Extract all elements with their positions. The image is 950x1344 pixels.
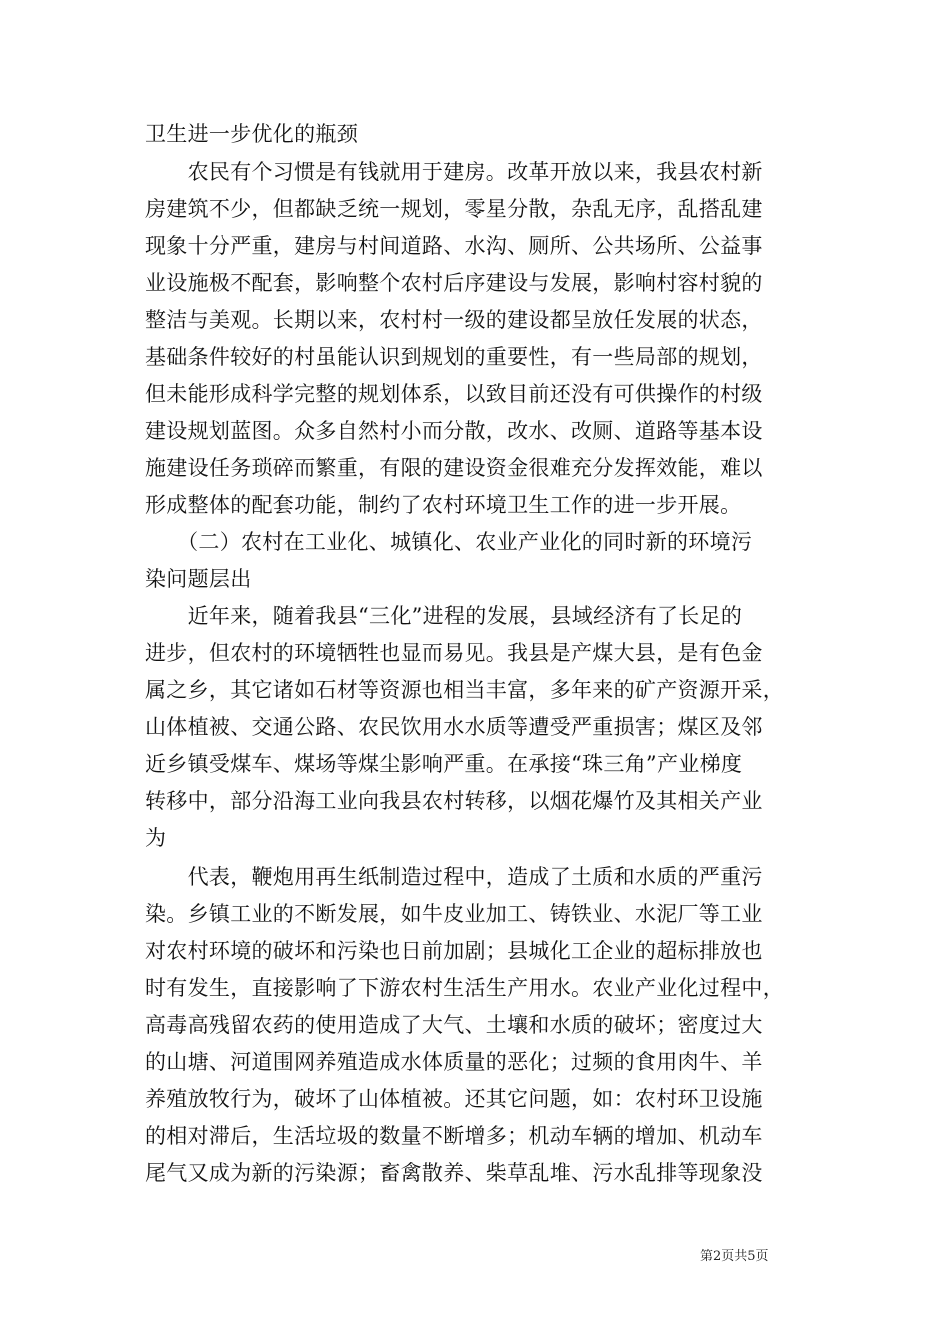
- text-line: 整洁与美观。长期以来，农村村一级的建设都呈放任发展的状态，: [145, 308, 763, 332]
- text-line: 染。乡镇工业的不断发展，如牛皮业加工、铸铁业、水泥厂等工业: [145, 902, 763, 926]
- text-line: 尾气又成为新的污染源；畜禽散养、柴草乱堆、污水乱排等现象没: [145, 1161, 763, 1185]
- text-line: 基础条件较好的村虽能认识到规划的重要性，有一些局部的规划，: [145, 345, 763, 369]
- text-line: 养殖放牧行为，破坏了山体植被。还其它问题，如：农村环卫设施: [145, 1087, 763, 1111]
- text-line: 代表，鞭炮用再生纸制造过程中，造成了土质和水质的严重污: [145, 865, 763, 889]
- text-line: 卫生进一步优化的瓶颈: [145, 122, 358, 146]
- text-line: 但未能形成科学完整的规划体系，以致目前还没有可供操作的村级: [145, 382, 763, 406]
- text-line: 近年来，随着我县“三化”进程的发展，县域经济有了长足的: [145, 604, 743, 628]
- text-line: 进步，但农村的环境牺牲也显而易见。我县是产煤大县，是有色金: [145, 641, 763, 665]
- text-line: 为: [145, 826, 167, 850]
- page-number-footer: 第2页共5页: [700, 1249, 769, 1264]
- text-line: 施建设任务琐碎而繁重，有限的建设资金很难充分发挥效能，难以: [145, 456, 763, 480]
- text-line: 形成整体的配套功能，制约了农村环境卫生工作的进一步开展。: [145, 493, 742, 517]
- text-line: 转移中，部分沿海工业向我县农村转移，以烟花爆竹及其相关产业: [145, 789, 763, 813]
- text-line: 的山塘、河道围网养殖造成水体质量的恶化；过频的食用肉牛、羊: [145, 1050, 763, 1074]
- section-heading-line: （二）农村在工业化、城镇化、农业产业化的同时新的环境污: [145, 530, 753, 554]
- text-line: 房建筑不少，但都缺乏统一规划，零星分散，杂乱无序，乱搭乱建: [145, 197, 763, 221]
- text-line: 时有发生，直接影响了下游农村生活生产用水。农业产业化过程中，: [145, 976, 784, 1000]
- text-line: 业设施极不配套，影响整个农村后序建设与发展，影响村容村貌的: [145, 271, 763, 295]
- text-line: 山体植被、交通公路、农民饮用水水质等遭受严重损害；煤区及邻: [145, 715, 763, 739]
- text-line: 近乡镇受煤车、煤场等煤尘影响严重。在承接“珠三角”产业梯度: [145, 752, 743, 776]
- text-line: 现象十分严重，建房与村间道路、水沟、厕所、公共场所、公益事: [145, 234, 763, 258]
- text-line: 高毒高残留农药的使用造成了大气、土壤和水质的破坏；密度过大: [145, 1013, 763, 1037]
- section-heading-line: 染问题层出: [145, 567, 252, 591]
- text-line: 农民有个习惯是有钱就用于建房。改革开放以来，我县农村新: [145, 160, 763, 184]
- text-line: 属之乡，其它诸如石材等资源也相当丰富，多年来的矿产资源开采，: [145, 678, 784, 702]
- text-line: 的相对滞后，生活垃圾的数量不断增多；机动车辆的增加、机动车: [145, 1124, 763, 1148]
- text-line: 对农村环境的破坏和污染也日前加剧；县城化工企业的超标排放也: [145, 939, 763, 963]
- text-line: 建设规划蓝图。众多自然村小而分散，改水、改厕、道路等基本设: [145, 419, 763, 443]
